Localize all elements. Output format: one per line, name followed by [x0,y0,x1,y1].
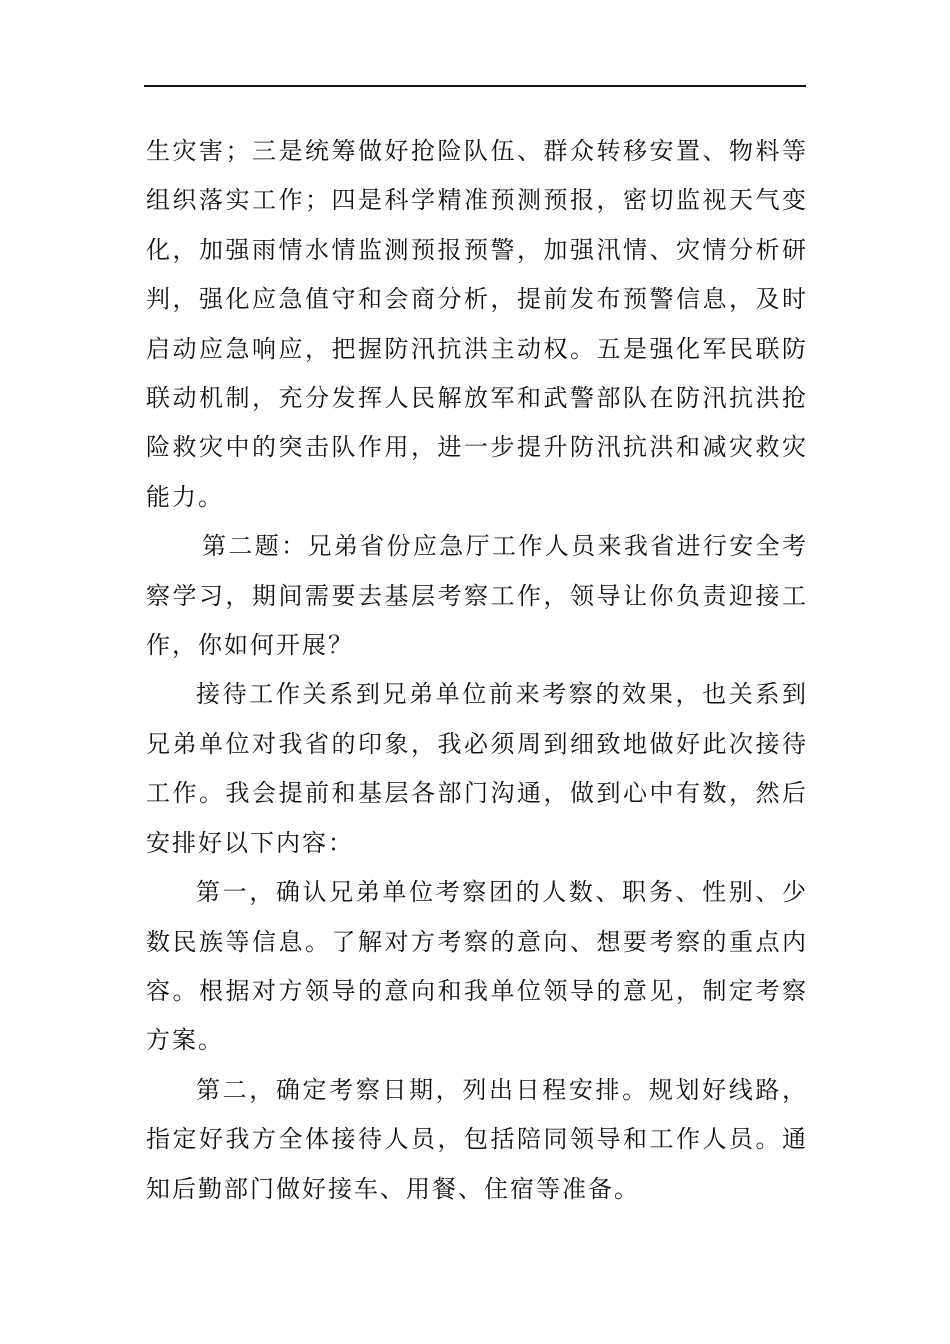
answer-point-first: 第一，确认兄弟单位考察团的人数、职务、性别、少数民族等信息。了解对方考察的意向、想要考察的重点内容。根据对方领导的意向和我单位领导的意见，制定考察方案。 [146,878,808,1055]
answer-point-second: 第二，确定考察日期，列出日程安排。规划好线路，指定好我方全体接待人员，包括陪同领导和工作人员。通知后勤部门做好接车、用餐、住宿等准备。 [146,1075,808,1203]
question-heading: 第二题：兄弟省份应急厅工作人员来我省进行安全考察学习，期间需要去基层考察工作，领导让你负责迎接工作，你如何开展？ [146,532,808,660]
header-rule [144,85,806,87]
paragraph-continuation: 生灾害；三是统筹做好抢险队伍、群众转移安置、物料等组织落实工作；四是科学精准预测预报，密切监视天气变化，加强雨情水情监测预报预警，加强汛情、灾情分析研判，强化应急值守和会商分析，提前发布预警信息，及时启动应急响应，把握防汛抗洪主动权。五是强化军民联防联动机制，充分发挥人民解放军和武警部队在防汛抗洪抢险救灾中的突击队作用，进一步提升防汛抗洪和减灾救灾能力。 [146,137,808,511]
document-body [146,127,808,1214]
answer-intro-paragraph: 接待工作关系到兄弟单位前来考察的效果，也关系到兄弟单位对我省的印象，我必须周到细致地做好此次接待工作。我会提前和基层各部门沟通，做到心中有数，然后安排好以下内容： [146,680,808,857]
